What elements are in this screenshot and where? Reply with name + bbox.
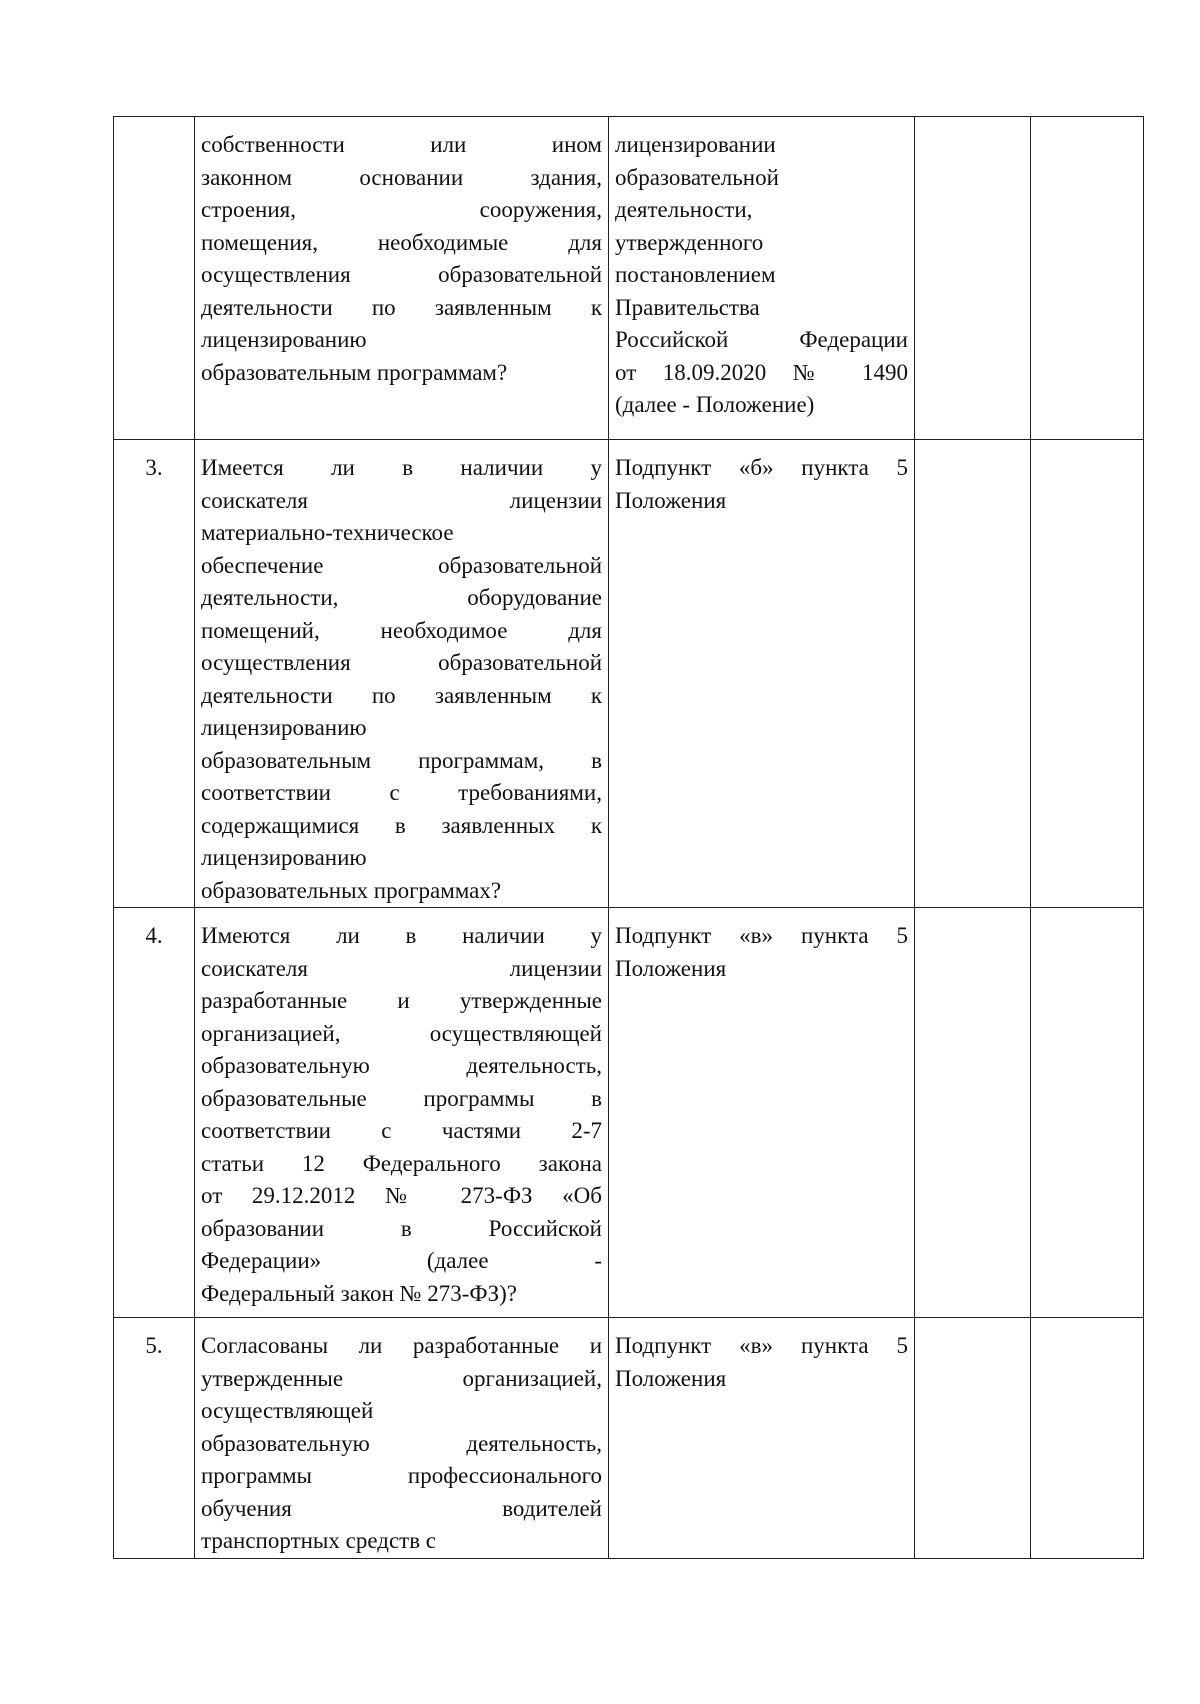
row-number-cell	[114, 117, 195, 440]
question-line: Имеется ли в наличии у	[201, 455, 602, 480]
legal-basis-line: Правительства	[615, 294, 760, 320]
question-line: транспортных средств с	[201, 1528, 437, 1553]
question-line: помещений, необходимое для	[201, 617, 602, 643]
question-line: осуществляющей	[201, 1398, 374, 1423]
row-number-cell: 4.	[114, 908, 195, 1318]
question-line: соискателя лицензии	[201, 955, 602, 981]
note-cell	[1031, 117, 1144, 440]
question-line: помещения, необходимые для	[201, 229, 602, 255]
question-line: соискателя лицензии	[201, 487, 602, 513]
answer-cell	[915, 908, 1031, 1318]
legal-basis-line: лицензировании	[615, 132, 776, 157]
legal-basis-line: Положения	[615, 487, 727, 513]
table-row	[114, 1318, 1144, 1559]
question-line: Имеются ли в наличии у	[201, 923, 602, 948]
question-line: образовательным программам?	[201, 359, 508, 385]
legal-basis-line: Положения	[615, 955, 727, 981]
question-line: статьи 12 Федерального закона	[201, 1150, 602, 1176]
question-line: образовательную деятельность,	[201, 1053, 602, 1078]
answer-cell	[915, 117, 1031, 440]
question-line: обучения водителей	[201, 1495, 602, 1521]
row-number-cell: 5.	[114, 1318, 195, 1559]
legal-basis-line: от 18.09.2020 № 1490	[615, 359, 908, 385]
question-line: лицензированию	[201, 327, 367, 352]
question-line: Федеральный закон № 273-ФЗ)?	[201, 1280, 517, 1306]
question-line: материально-техническое	[201, 520, 454, 545]
question-line: осуществления образовательной	[201, 262, 602, 287]
question-line: образовании в Российской	[201, 1215, 602, 1241]
question-line: лицензированию	[201, 715, 367, 740]
row-number-cell: 3.	[114, 440, 195, 908]
checklist-table	[113, 116, 1144, 1559]
legal-basis-line: образовательной	[615, 164, 779, 190]
question-line: образовательные программы в	[201, 1085, 602, 1111]
question-line: образовательных программах?	[201, 877, 502, 903]
question-line: лицензированию	[201, 845, 367, 870]
question-line: организацией, осуществляющей	[201, 1020, 602, 1046]
question-line: осуществления образовательной	[201, 650, 602, 675]
question-line: программы профессионального	[201, 1463, 602, 1488]
answer-cell	[915, 440, 1031, 908]
question-line: собственности или ином	[201, 132, 602, 157]
legal-basis-line: постановлением	[615, 262, 776, 287]
legal-basis-line: Подпункт «б» пункта 5	[615, 455, 908, 480]
question-cell	[195, 117, 609, 440]
question-cell	[195, 1318, 609, 1559]
answer-cell	[915, 1318, 1031, 1559]
table-row	[114, 440, 1144, 908]
legal-basis-line: Подпункт «в» пункта 5	[615, 1333, 908, 1358]
legal-basis-line: Российской Федерации	[615, 327, 908, 352]
question-line: утвержденные организацией,	[201, 1365, 602, 1391]
question-line: деятельности, оборудование	[201, 585, 602, 610]
legal-basis-line: деятельности,	[615, 197, 753, 222]
legal-basis-line: (далее - Положение)	[615, 392, 815, 417]
legal-basis-line: Положения	[615, 1365, 727, 1391]
table-row	[114, 117, 1144, 440]
note-cell	[1031, 1318, 1144, 1559]
question-line: строения, сооружения,	[201, 197, 602, 222]
question-line: разработанные и утвержденные	[201, 988, 602, 1013]
question-line: соответствии с частями 2-7	[201, 1118, 602, 1143]
legal-basis-line: утвержденного	[615, 229, 764, 255]
question-line: образовательным программам, в	[201, 747, 602, 773]
legal-basis-cell	[609, 440, 915, 908]
question-line: содержащимися в заявленных к	[201, 812, 602, 838]
question-line: деятельности по заявленным к	[201, 682, 602, 708]
question-line: Федерации» (далее -	[201, 1248, 602, 1273]
table-row	[114, 908, 1144, 1318]
question-line: образовательную деятельность,	[201, 1430, 602, 1456]
note-cell	[1031, 908, 1144, 1318]
legal-basis-cell	[609, 1318, 915, 1559]
question-line: от 29.12.2012 № 273-ФЗ «Об	[201, 1183, 602, 1208]
question-line: деятельности по заявленным к	[201, 294, 602, 320]
legal-basis-cell	[609, 908, 915, 1318]
question-line: соответствии с требованиями,	[201, 780, 602, 805]
question-cell	[195, 440, 609, 908]
note-cell	[1031, 440, 1144, 908]
question-line: обеспечение образовательной	[201, 552, 602, 578]
question-cell	[195, 908, 609, 1318]
question-line: законном основании здания,	[201, 164, 602, 190]
legal-basis-line: Подпункт «в» пункта 5	[615, 923, 908, 948]
question-line: Согласованы ли разработанные и	[201, 1333, 602, 1358]
checklist-table-body	[114, 117, 1144, 1559]
legal-basis-cell	[609, 117, 915, 440]
